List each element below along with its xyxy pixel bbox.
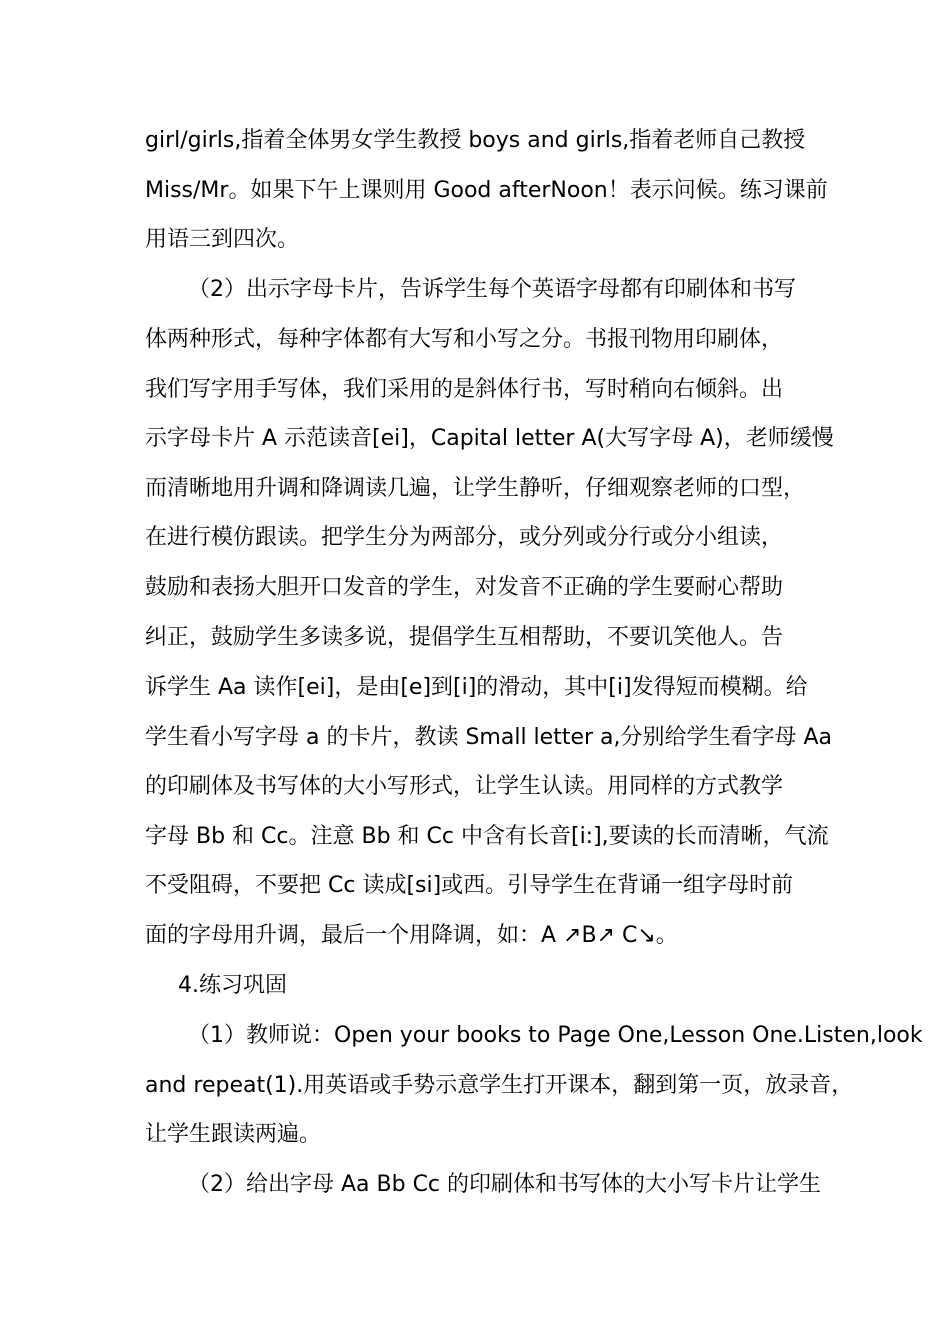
text-line: Miss/Mr。如果下午上课则用 Good afterNoon！表示问候。练习课前 xyxy=(145,178,828,203)
text-line: 的印刷体及书写体的大小写形式，让学生认读。用同样的方式教学 xyxy=(145,774,784,799)
text-line: 而清晰地用升调和降调读几遍，让学生静听，仔细观察老师的口型， xyxy=(145,476,806,501)
text-line: 示字母卡片 A 示范读音[ei]，Capital letter A(大写字母 A)，老师缓慢 xyxy=(145,426,834,451)
paragraph-first-line: （2）出示字母卡片，告诉学生每个英语字母都有印刷体和书写 xyxy=(188,277,796,302)
text-line: and repeat(1).用英语或手势示意学生打开课本，翻到第一页，放录音， xyxy=(145,1073,854,1098)
text-line: 学生看小写字母 a 的卡片，教读 Small letter a,分别给学生看字母 Aa xyxy=(145,725,833,750)
text-line: 鼓励和表扬大胆开口发音的学生，对发音不正确的学生要耐心帮助 xyxy=(145,575,784,600)
text-line: 诉学生 Aa 读作[ei]，是由[e]到[i]的滑动，其中[i]发得短而模糊。给 xyxy=(145,675,808,700)
text-line: 我们写字用手写体，我们采用的是斜体行书，写时稍向右倾斜。出 xyxy=(145,377,784,402)
text-line: 在进行模仿跟读。把学生分为两部分，或分列或分行或分小组读， xyxy=(145,525,784,550)
text-line: 让学生跟读两遍。 xyxy=(145,1122,322,1147)
text-line: 纠正，鼓励学生多读多说，提倡学生互相帮助，不要讥笑他人。告 xyxy=(145,625,784,650)
text-line: 字母 Bb 和 Cc。注意 Bb 和 Cc 中含有长音[i:],要读的长而清晰，气流 xyxy=(145,824,829,849)
text-line: 用语三到四次。 xyxy=(145,227,300,252)
text-line: 体两种形式，每种字体都有大写和小写之分。书报刊物用印刷体， xyxy=(145,327,784,352)
text-line: girl/girls,指着全体男女学生教授 boys and girls,指着老师自己教授 xyxy=(145,128,806,153)
section-heading: 4.练习巩固 xyxy=(178,973,287,998)
paragraph-first-line: （1）教师说：Open your books to Page One,Lesson One.Listen,look xyxy=(188,1023,923,1048)
text-line: 不受阻碍，不要把 Cc 读成[si]或西。引导学生在背诵一组字母时前 xyxy=(145,873,794,898)
paragraph-first-line: （2）给出字母 Aa Bb Cc 的印刷体和书写体的大小写卡片让学生 xyxy=(188,1172,822,1197)
text-line: 面的字母用升调，最后一个用降调，如：A ↗B↗ C↘。 xyxy=(145,923,678,948)
